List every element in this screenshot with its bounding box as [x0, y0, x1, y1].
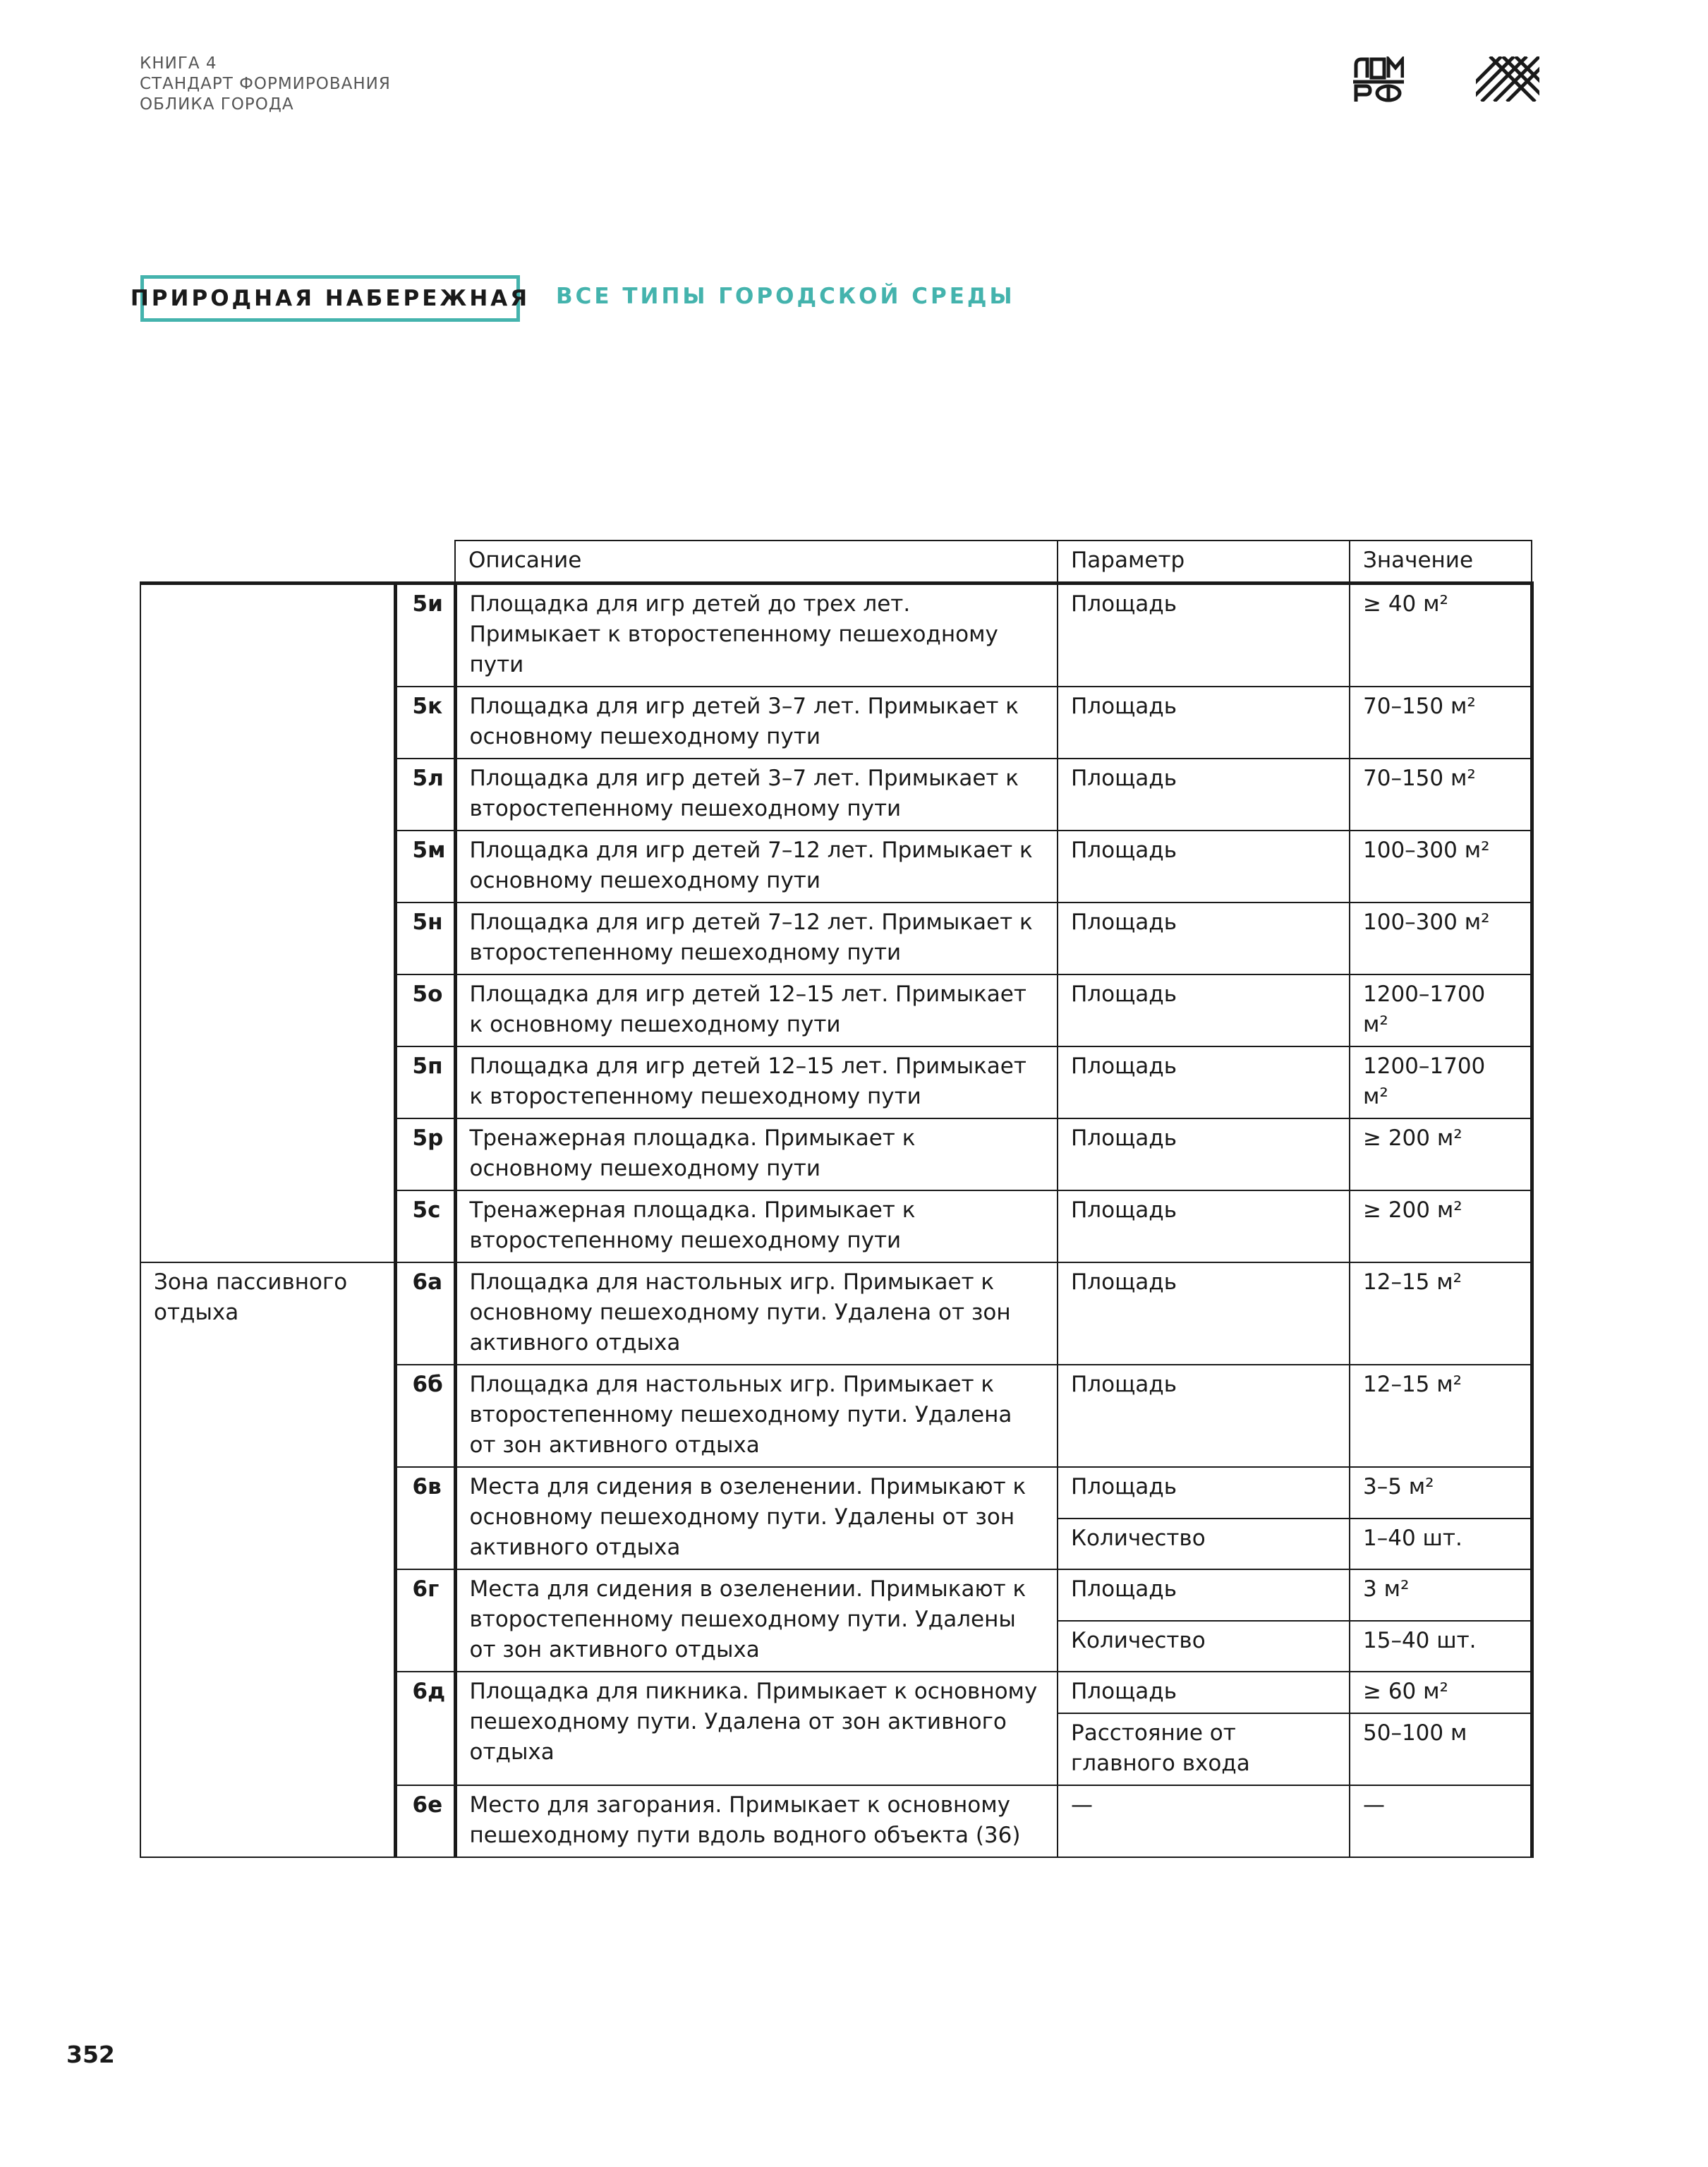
row-description: Места для сидения в озеленении. Примыкают к основному пешеходному пути. Удалены от зон активного отдыха [455, 1467, 1058, 1569]
row-description: Тренажерная площадка. Примыкает к второстепенному пешеходному пути [455, 1190, 1058, 1262]
row-parameter: Площадь [1058, 759, 1350, 831]
row-code: 6г [395, 1569, 455, 1672]
row-code: 5м [395, 831, 455, 903]
row-value: 100–300 м² [1350, 903, 1532, 974]
row-value: 15–40 шт. [1350, 1621, 1532, 1672]
row-description: Площадка для настольных игр. Примыкает к основному пешеходному пути. Удалена от зон активного отдыха [455, 1262, 1058, 1365]
row-description: Площадка для пикника. Примыкает к основному пешеходному пути. Удалена от зон активного отдыха [455, 1672, 1058, 1785]
column-header-parameter: Параметр [1058, 541, 1350, 584]
row-code: 6е [395, 1785, 455, 1857]
header-line: КНИГА 4 [140, 54, 217, 73]
row-parameter: Площадь [1058, 1262, 1350, 1365]
row-code: 6а [395, 1262, 455, 1365]
row-parameter: Площадь [1058, 1365, 1350, 1467]
row-parameter: Площадь [1058, 1046, 1350, 1118]
row-description: Площадка для игр детей 12–15 лет. Примыкает к второстепенному пешеходному пути [455, 1046, 1058, 1118]
row-parameter: Площадь [1058, 687, 1350, 759]
row-code: 6д [395, 1672, 455, 1785]
row-description: Площадка для игр детей 3–7 лет. Примыкает к второстепенному пешеходному пути [455, 759, 1058, 831]
row-value: — [1350, 1785, 1532, 1857]
row-value: 1200–1700 м² [1350, 974, 1532, 1046]
row-value: 3–5 м² [1350, 1467, 1532, 1519]
row-value: ≥ 200 м² [1350, 1190, 1532, 1262]
row-parameter: — [1058, 1785, 1350, 1857]
row-parameter: Расстояние от главного входа [1058, 1713, 1350, 1785]
row-code: 5л [395, 759, 455, 831]
zone-cell [140, 584, 395, 1263]
row-description: Места для сидения в озеленении. Примыкают к второстепенному пешеходному пути. Удалены от зон активного отдыха [455, 1569, 1058, 1672]
row-description: Место для загорания. Примыкает к основному пешеходному пути вдоль водного объекта (36) [455, 1785, 1058, 1857]
row-parameter: Площадь [1058, 1672, 1350, 1713]
header-line: ОБЛИКА ГОРОДА [140, 95, 294, 114]
row-description: Площадка для настольных игр. Примыкает к второстепенному пешеходному пути. Удалена от зон активного отдыха [455, 1365, 1058, 1467]
row-value: 100–300 м² [1350, 831, 1532, 903]
row-description: Площадка для игр детей 7–12 лет. Примыкает к второстепенному пешеходному пути [455, 903, 1058, 974]
row-code: 5и [395, 584, 455, 687]
row-value: 1200–1700 м² [1350, 1046, 1532, 1118]
zone-cell: Зона пассивного отдыха [140, 1262, 395, 1857]
row-parameter: Площадь [1058, 1569, 1350, 1621]
row-value: 70–150 м² [1350, 759, 1532, 831]
row-parameter: Площадь [1058, 903, 1350, 974]
row-description: Площадка для игр детей 7–12 лет. Примыкает к основному пешеходному пути [455, 831, 1058, 903]
row-code: 5н [395, 903, 455, 974]
row-description: Площадка для игр детей 3–7 лет. Примыкает к основному пешеходному пути [455, 687, 1058, 759]
row-parameter: Количество [1058, 1519, 1350, 1570]
row-value: 12–15 м² [1350, 1262, 1532, 1365]
row-code: 5к [395, 687, 455, 759]
row-value: ≥ 40 м² [1350, 584, 1532, 687]
row-parameter: Площадь [1058, 974, 1350, 1046]
row-code: 6б [395, 1365, 455, 1467]
column-header-value: Значение [1350, 541, 1532, 584]
row-value: ≥ 60 м² [1350, 1672, 1532, 1713]
row-value: 3 м² [1350, 1569, 1532, 1621]
column-header-description: Описание [455, 541, 1058, 584]
header-line: СТАНДАРТ ФОРМИРОВАНИЯ [140, 75, 391, 93]
parameters-table [140, 540, 1534, 1858]
environment-type-tag: ВСЕ ТИПЫ ГОРОДСКОЙ СРЕДЫ [556, 284, 1015, 309]
row-value: 1–40 шт. [1350, 1519, 1532, 1570]
table-row [140, 1262, 1532, 1365]
page-number: 352 [66, 2041, 115, 2068]
row-value: 12–15 м² [1350, 1365, 1532, 1467]
row-code: 5п [395, 1046, 455, 1118]
table-row [140, 584, 1532, 687]
book-header [140, 54, 391, 115]
row-parameter: Количество [1058, 1621, 1350, 1672]
row-code: 5р [395, 1118, 455, 1190]
row-parameter: Площадь [1058, 584, 1350, 687]
dom-rf-logo-icon [1353, 56, 1404, 103]
row-value: ≥ 200 м² [1350, 1118, 1532, 1190]
section-tag: ПРИРОДНАЯ НАБЕРЕЖНАЯ [140, 275, 520, 322]
row-description: Площадка для игр детей 12–15 лет. Примыкает к основному пешеходному пути [455, 974, 1058, 1046]
row-code: 6в [395, 1467, 455, 1569]
table-header-row [140, 541, 1532, 584]
row-description: Площадка для игр детей до трех лет. Примыкает к второстепенному пешеходному пути [455, 584, 1058, 687]
row-code: 5о [395, 974, 455, 1046]
row-code: 5с [395, 1190, 455, 1262]
row-value: 70–150 м² [1350, 687, 1532, 759]
row-parameter: Площадь [1058, 1118, 1350, 1190]
row-value: 50–100 м [1350, 1713, 1532, 1785]
row-description: Тренажерная площадка. Примыкает к основному пешеходному пути [455, 1118, 1058, 1190]
row-parameter: Площадь [1058, 1190, 1350, 1262]
row-parameter: Площадь [1058, 831, 1350, 903]
hatched-square-logo-icon [1476, 56, 1539, 102]
table-body [140, 584, 1532, 1858]
row-parameter: Площадь [1058, 1467, 1350, 1519]
